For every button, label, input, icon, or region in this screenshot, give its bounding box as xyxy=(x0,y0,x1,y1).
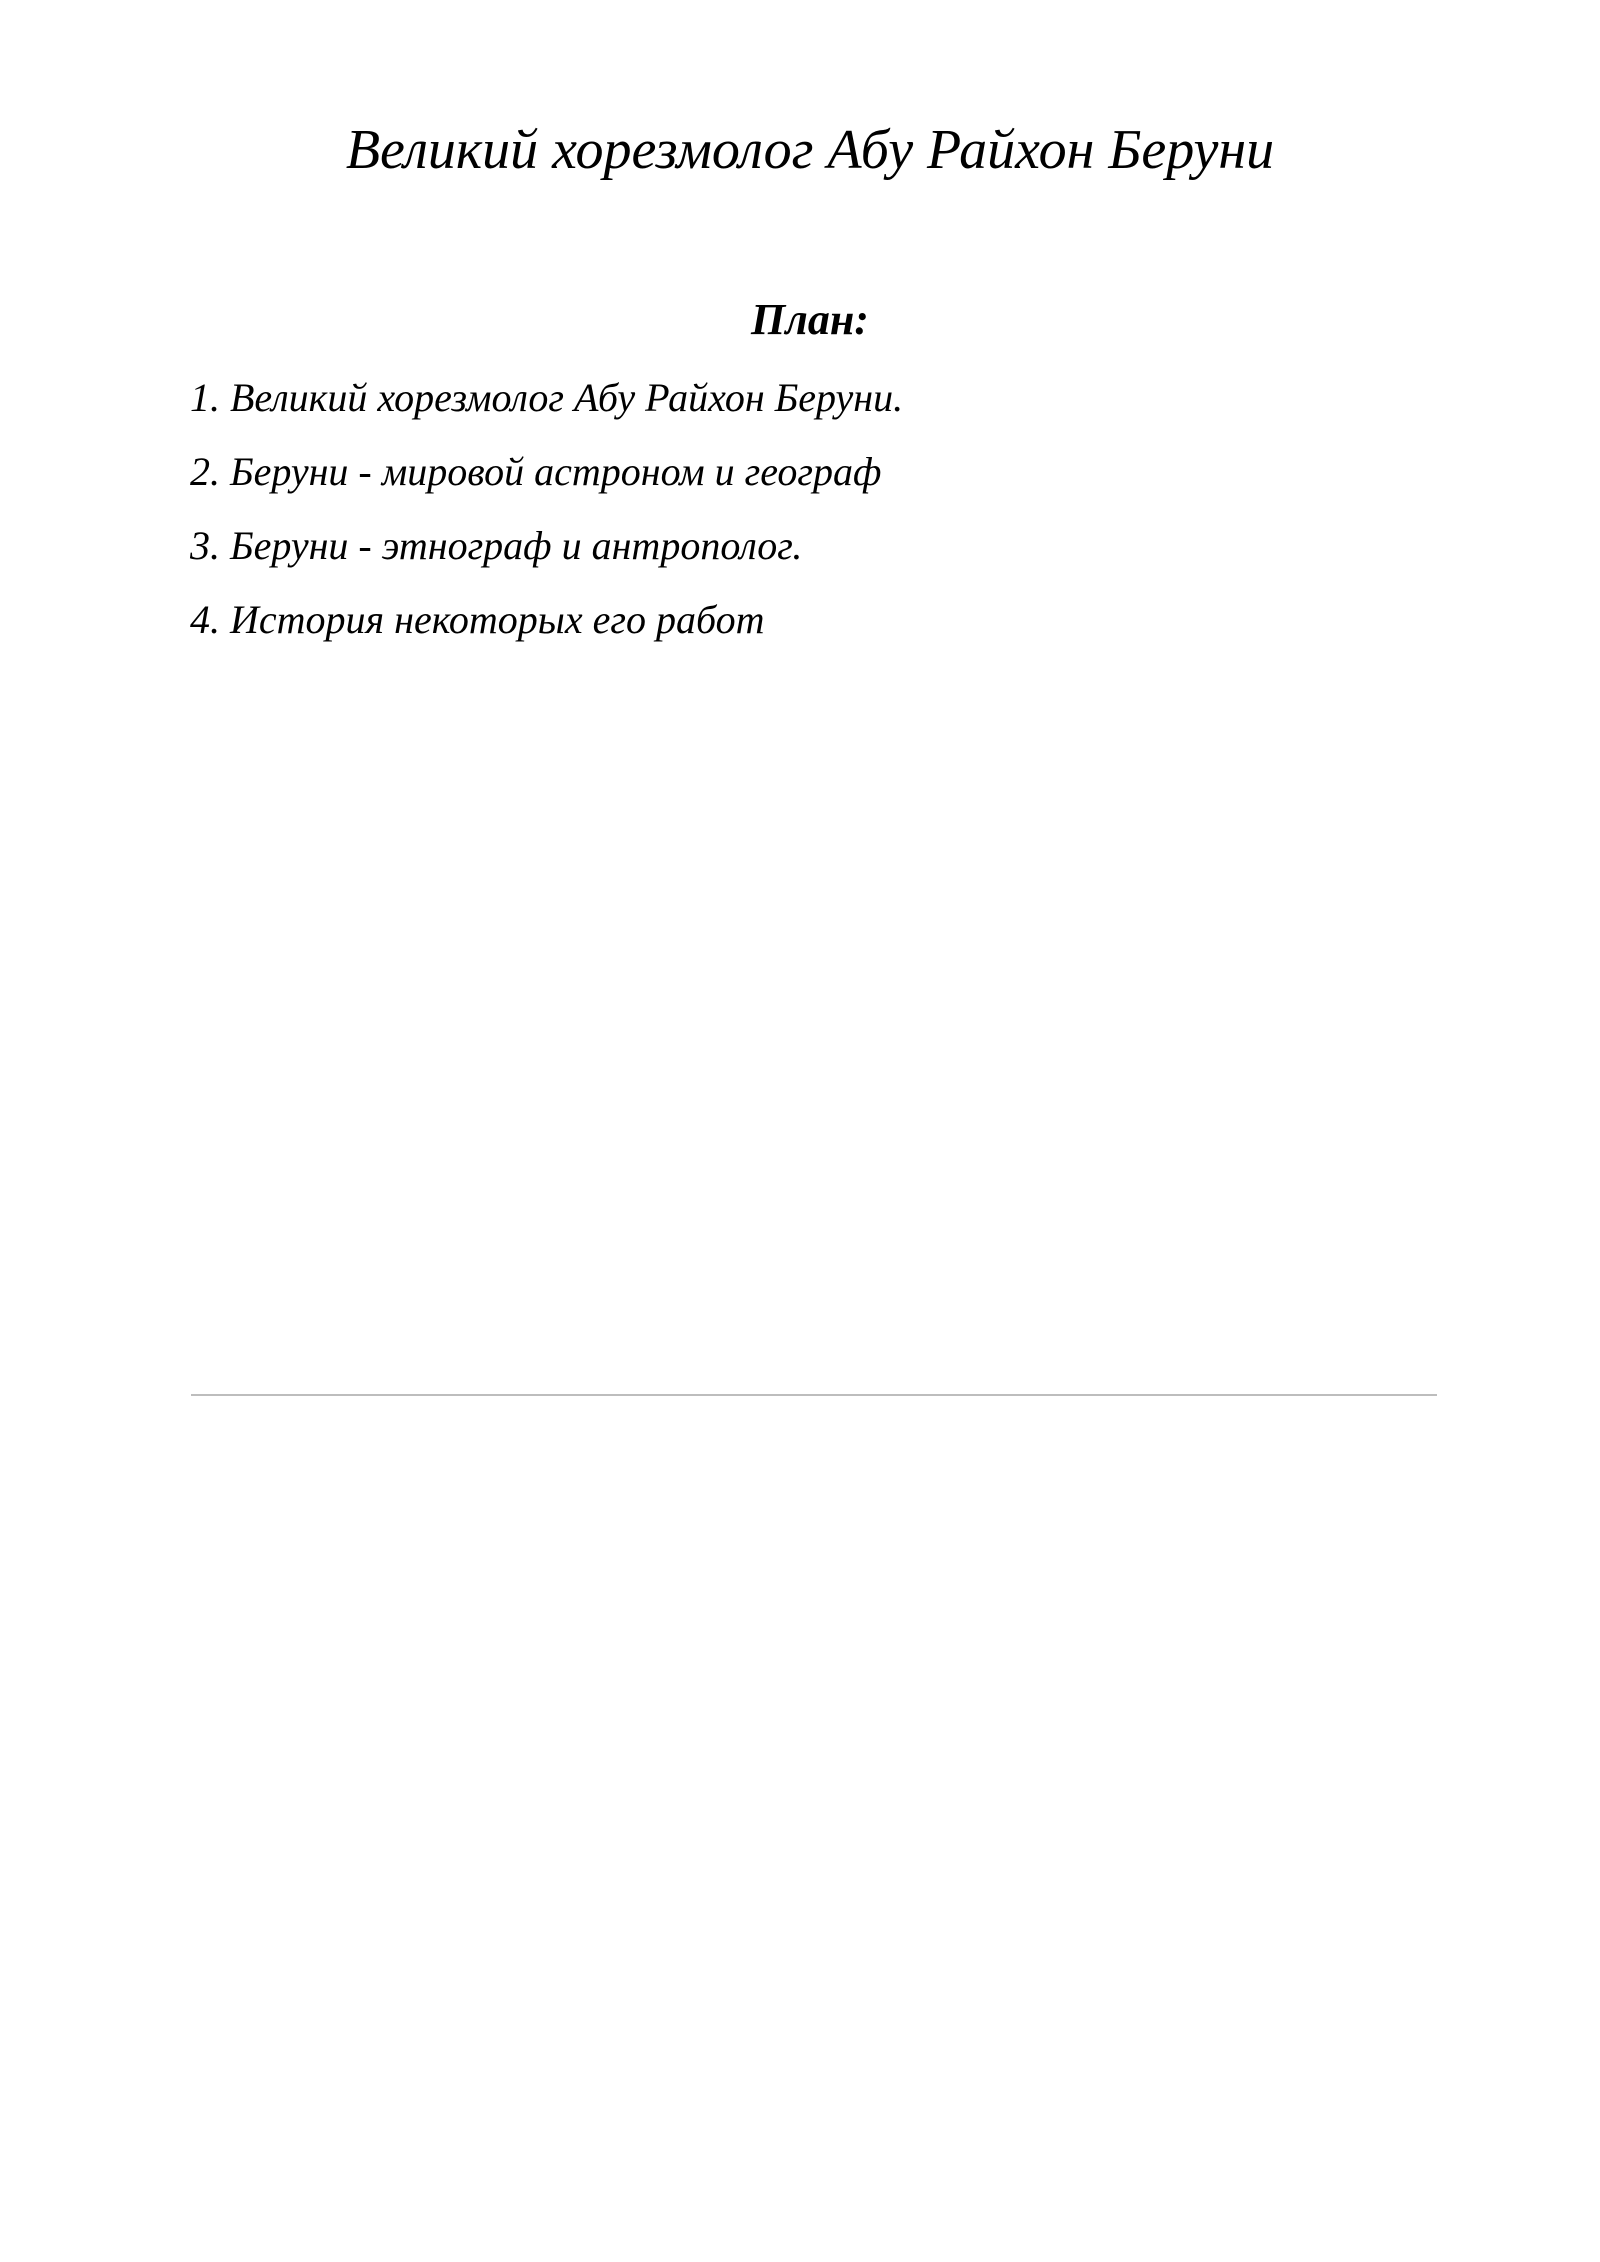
page-divider xyxy=(191,1394,1437,1396)
plan-item-number: 4. xyxy=(190,597,220,642)
plan-item-text: Беруни - мировой астроном и географ xyxy=(230,449,882,494)
plan-item-2 xyxy=(190,446,903,498)
plan-heading: План: xyxy=(751,295,869,344)
plan-list xyxy=(190,372,903,668)
plan-item-text: История некоторых его работ xyxy=(230,597,765,642)
document-title: Великий хорезмолог Абу Райхон Беруни xyxy=(345,119,1275,181)
plan-item-number: 3. xyxy=(190,523,220,568)
plan-item-1 xyxy=(190,372,903,424)
plan-item-number: 1. xyxy=(190,375,220,420)
plan-item-text: Беруни - этнограф и антрополог. xyxy=(230,523,803,568)
plan-item-number: 2. xyxy=(190,449,220,494)
plan-item-4 xyxy=(190,594,903,646)
plan-item-3 xyxy=(190,520,903,572)
plan-item-text: Великий хорезмолог Абу Райхон Беруни. xyxy=(230,375,904,420)
